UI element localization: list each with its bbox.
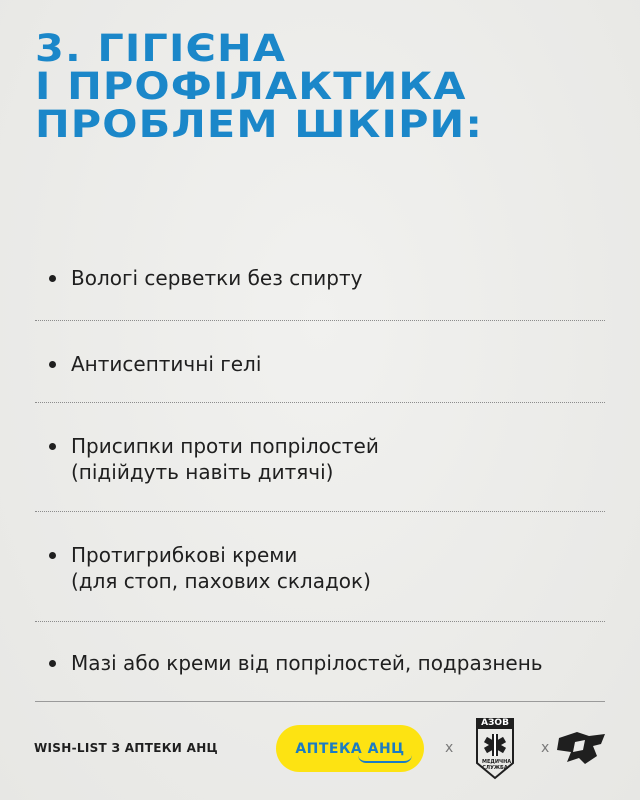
bullet-icon [49, 443, 56, 450]
logo-swoosh-icon [358, 755, 412, 763]
list-item-text: Антисептичні гелі [71, 352, 262, 376]
medical-service-logo [474, 717, 516, 780]
list-item-text: Протигрибкові креми [71, 543, 298, 567]
times-separator: х [541, 740, 550, 756]
times-separator: х [445, 740, 454, 756]
list-item [35, 622, 605, 702]
list-item-subtext: (для стоп, пахових складок) [71, 569, 371, 593]
page-title [35, 27, 484, 146]
list-item-text: Присипки проти попрілостей [71, 434, 379, 458]
footer-divider [35, 701, 605, 702]
list-item [35, 250, 605, 303]
pharmacy-logo-text: АПТЕКА АНЦ [295, 740, 405, 757]
title-line-3: ПРОБЛЕМ ШКІРИ: [35, 103, 484, 146]
footer-caption: WISH-LIST З АПТЕКИ АНЦ [34, 741, 218, 755]
pharmacy-logo-badge [276, 725, 424, 772]
medical-service-label: МЕДИЧНА СЛУЖБА [482, 759, 512, 771]
list-item [35, 512, 605, 621]
items-list [35, 250, 605, 702]
list-item-text: Мазі або креми від попрілостей, подразнень [71, 651, 543, 675]
partner-logo-icon [555, 730, 607, 766]
bullet-icon [49, 660, 56, 667]
bullet-icon [49, 361, 56, 368]
bullet-icon [49, 275, 56, 282]
title-line-2: І ПРОФІЛАКТИКА [35, 65, 467, 108]
list-item-subtext: (підійдуть навіть дитячі) [71, 460, 334, 484]
list-item-text: Вологі серветки без спирту [71, 266, 363, 290]
list-item [35, 321, 605, 402]
azov-label: АЗОВ [481, 718, 509, 728]
bullet-icon [49, 552, 56, 559]
title-line-1: 3. ГІГІЄНА [35, 27, 287, 70]
list-item [35, 403, 605, 511]
